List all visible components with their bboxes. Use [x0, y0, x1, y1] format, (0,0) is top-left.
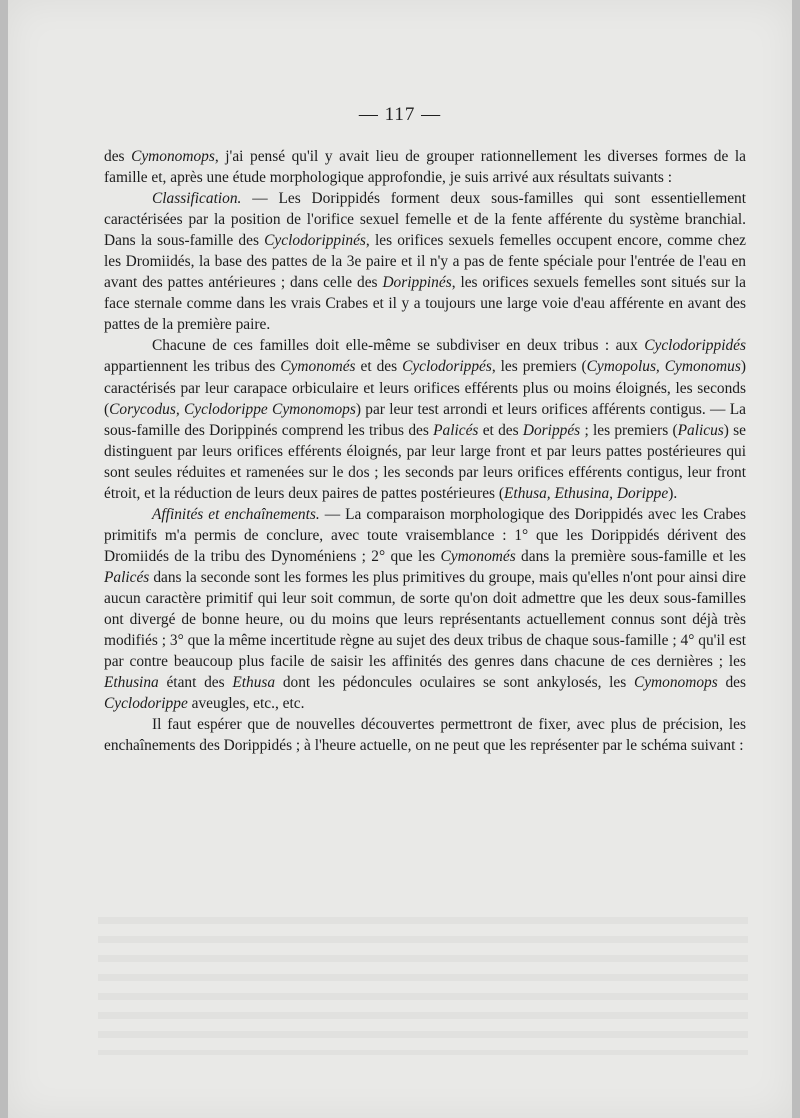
italic-term: Cymonomops — [633, 674, 718, 692]
page-number: — 117 — — [358, 104, 442, 125]
italic-term: Dorippés — [522, 421, 581, 439]
text-run: et des — [478, 421, 523, 439]
text-run: dans la première sous-famille et les — [515, 547, 746, 565]
italic-term: Ethusa — [232, 674, 276, 692]
text-run: appartiennent les tribus des — [104, 358, 281, 376]
italic-term: Cymonomés — [440, 547, 516, 565]
italic-term: Classification. — [152, 190, 242, 208]
document-page — [8, 0, 792, 1118]
text-run: — La comparaison morphologique des Dorippidés avec les Crabes primitifs m'a permis de conclure, avec toute vraisemblance : 1° que les Dorippidés dérivent des Dromiidés de la tribu des Dynoméniens ; 2° que les — [104, 505, 746, 565]
text-run: , j'ai pensé qu'il y avait lieu de grouper rationnellement les diverses formes de la famille et, après une étude morphologique approfondie, je suis arrivé aux résultats suivants : — [104, 148, 746, 187]
text-run: , les premiers ( — [491, 358, 587, 376]
text-run: étant des — [158, 674, 233, 692]
text-run: — Les Dorippidés forment deux sous-familles qui sont essentiellement caractérisées par la position de l'orifice sexuel femelle et de la fente afférente du système branchial. Dans la sous-famille des — [104, 190, 746, 250]
italic-term: Palicés — [104, 568, 150, 586]
text-run: , les orifices sexuels femelles occupent encore, comme chez les Dromiidés, la base des pattes de la 3e paire et il n'y a pas de fente spéciale pour l'entrée de l'eau en avant des pattes antérieures ; dans celle des — [104, 232, 746, 292]
italic-term: Palicus — [677, 421, 724, 439]
text-run: dont les pédoncules oculaires se sont ankylosés, les — [275, 674, 634, 692]
italic-term: Cymonomops — [131, 148, 215, 165]
italic-term: Palicés — [433, 421, 479, 439]
italic-term: Ethusina — [104, 674, 159, 692]
italic-term: Cyclodorippinés — [264, 232, 366, 250]
paragraph-intro — [104, 146, 746, 188]
text-run: dans la seconde sont les formes les plus primitives du groupe, mais qu'elles n'ont pour ainsi dire aucun caractère primitif qui leur soit commun, de sorte qu'on doit admettre que les deux sous-familles ont divergé de bonne heure, ou du moins que leurs représentants actuellement connus sont déjà très modifiés ; 3° que la même incertitude règne au sujet des deux tribus de chaque sous-famille ; 4° qu'il est par contre beaucoup plus facile de saisir les affinités des genres dans chacune de ces dernières ; les — [104, 568, 746, 671]
text-run: des — [717, 674, 746, 692]
paragraph-conclusion — [104, 714, 746, 756]
bleed-through-texture — [98, 905, 748, 1055]
paragraph-tribus — [104, 335, 746, 503]
italic-term: Cyclodorippés — [402, 358, 492, 376]
text-run: ; les premiers ( — [580, 421, 678, 439]
text-run: ) se distinguent par leurs orifices efférents éloignés, par leur large front et par leurs pattes postérieures qui sont seules réduites et ramenées sur le dos ; les seconds par leurs orifices efférents contigus, leur front étroit, et la réduction de leurs deux paires de pattes postérieures ( — [104, 421, 746, 502]
text-run: ) par leur test arrondi et leurs orifices afférents contigus. — La sous-famille des Dorippinés comprend les tribus des — [104, 400, 746, 439]
italic-term: Cymonomés — [280, 358, 356, 376]
italic-term: Affinités et enchaînements. — [152, 505, 320, 523]
text-run: Chacune de ces familles doit elle-même se subdiviser en deux tribus : aux — [152, 337, 645, 355]
text-run: Il faut espérer que de nouvelles découvertes permettront de fixer, avec plus de précision, les enchaînements des Dorippidés ; à l'heure actuelle, on ne peut que les représenter par le schéma suivant : — [104, 716, 746, 755]
text-run: ) caractérisés par leur carapace orbiculaire et leurs orifices efférents plus ou moins éloignés, les seconds ( — [104, 358, 746, 418]
italic-term: Cyclodorippidés — [644, 337, 746, 355]
text-run: et des — [355, 358, 403, 376]
body-text — [104, 146, 746, 756]
paragraph-classification — [104, 188, 746, 335]
italic-term: Corycodus, Cyclodorippe Cymonomops — [109, 400, 356, 418]
italic-term: Ethusa, Ethusina, Dorippe — [504, 484, 669, 502]
italic-term: Dorippinés — [382, 274, 452, 292]
text-run: des — [104, 148, 132, 165]
text-run: , les orifices sexuels femelles sont situés sur la face sternale comme dans les vrais Crabes et il y a toujours une large voie d'eau afférente en avant des pattes de la première paire. — [104, 274, 746, 334]
text-run: ). — [668, 484, 678, 502]
paragraph-affinites — [104, 504, 746, 714]
text-run: aveugles, etc., etc. — [187, 695, 305, 713]
italic-term: Cyclodorippe — [104, 695, 188, 713]
italic-term: Cymopolus, Cymonomus — [586, 358, 741, 376]
